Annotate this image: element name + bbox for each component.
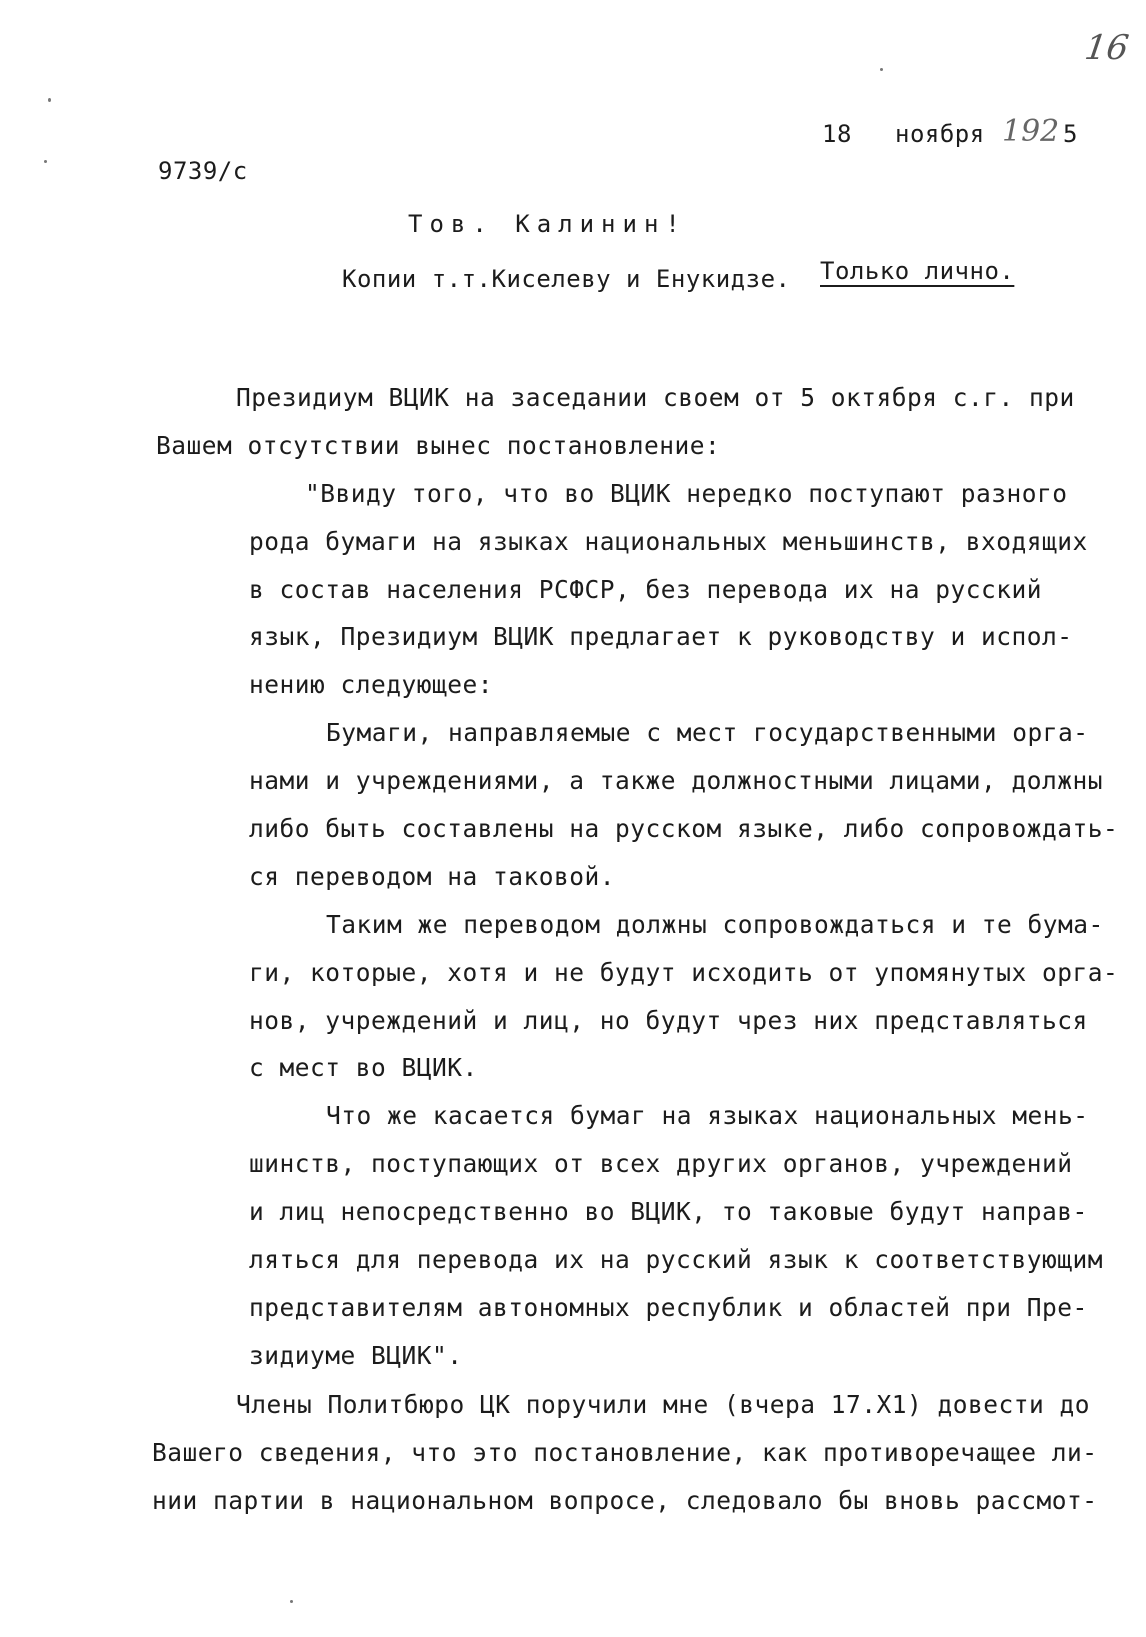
body-line: и лиц непосредственно во ВЦИК, то таковые будут направ- <box>249 1197 1088 1226</box>
body-line: шинств, поступающих от всех других органов, учреждений <box>249 1149 1073 1178</box>
confidential-mark: Только лично. <box>820 257 1015 285</box>
body-line: Вашего сведения, что это постановление, как противоречащее ли- <box>152 1438 1098 1467</box>
body-line: Бумаги, направляемые с мест государственными орга- <box>326 718 1089 747</box>
body-line: ги, которые, хотя и не будут исходить от упомянутых орга- <box>249 958 1119 987</box>
body-line: ляться для перевода их на русский язык к соответствующим <box>249 1245 1104 1274</box>
paper-speck <box>48 98 51 102</box>
body-line: язык, Президиум ВЦИК предлагает к руководству и испол- <box>249 622 1073 651</box>
body-line: нов, учреждений и лиц, но будут чрез них представляться <box>249 1006 1088 1035</box>
body-line: нению следующее: <box>249 670 494 699</box>
body-line: Вашем отсутствии вынес постановление: <box>156 431 721 460</box>
body-line: с мест во ВЦИК. <box>249 1053 478 1082</box>
body-line: зидиуме ВЦИК". <box>249 1341 463 1370</box>
body-line: "Ввиду того, что во ВЦИК нередко поступают разного <box>305 479 1068 508</box>
body-line: Президиум ВЦИК на заседании своем от 5 октября с.г. при <box>236 383 1075 412</box>
date-year-typed: 5 <box>1063 120 1078 148</box>
date-month: ноября <box>895 120 985 148</box>
body-line: нии партии в национальном вопросе, следовало бы вновь рассмот- <box>152 1486 1098 1515</box>
date-day: 18 <box>822 120 852 148</box>
body-line: представителям автономных республик и областей при Пре- <box>249 1293 1088 1322</box>
page-number: 16 <box>1082 28 1132 68</box>
paper-speck <box>880 68 883 71</box>
document-number: 9739/с <box>158 157 248 185</box>
addressee: Тов. Калинин! <box>408 210 687 238</box>
body-line: Таким же переводом должны сопровождаться и те бума- <box>326 910 1104 939</box>
paper-speck <box>290 1600 293 1603</box>
body-line: рода бумаги на языках национальных меньшинств, входящих <box>249 527 1088 556</box>
body-line: либо быть составлены на русском языке, либо сопровождать- <box>249 814 1119 843</box>
body-line: Члены Политбюро ЦК поручили мне (вчера 17.Х1) довести до <box>236 1390 1091 1419</box>
body-line: в состав населения РСФСР, без перевода их на русский <box>249 575 1043 604</box>
paper-speck <box>44 160 47 163</box>
copies-line: Копии т.т.Киселеву и Енукидзе. <box>342 265 791 293</box>
body-line: ся переводом на таковой. <box>249 862 616 891</box>
body-line: нами и учреждениями, а также должностными лицами, должны <box>249 766 1104 795</box>
date-year-handwritten: 192 <box>1002 114 1060 149</box>
body-line: Что же касается бумаг на языках национальных мень- <box>326 1101 1089 1130</box>
